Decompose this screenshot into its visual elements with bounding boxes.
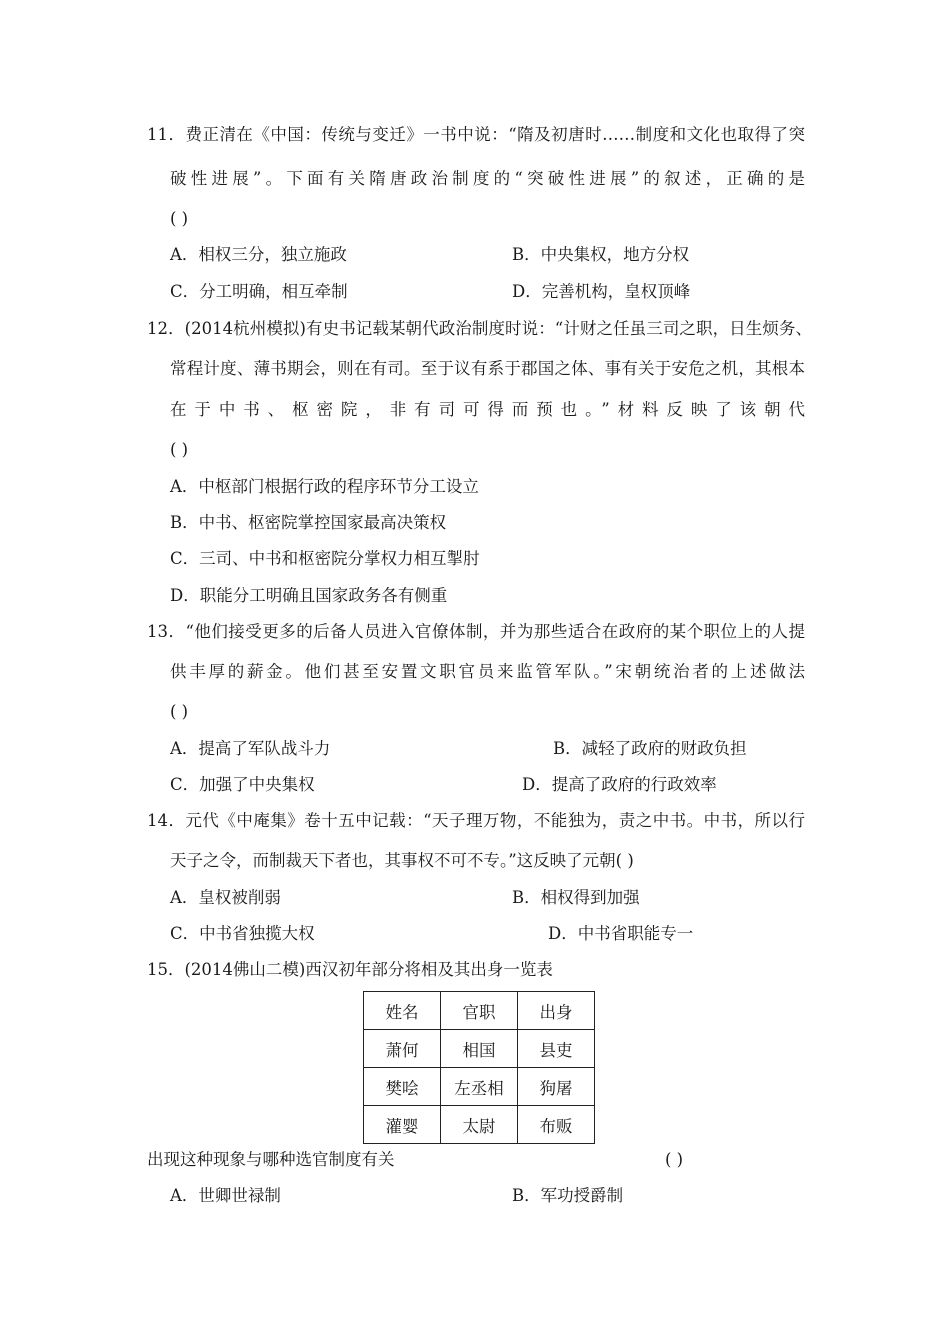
- q15-option-b: B．军功授爵制: [512, 1186, 624, 1205]
- q13-option-a: A．提高了军队战斗力: [170, 739, 331, 758]
- q11-option-c: C．分工明确，相互牵制: [170, 282, 348, 301]
- table-cell: 县吏: [518, 1030, 595, 1068]
- table-row: [364, 1106, 595, 1144]
- table-cell: 樊哙: [364, 1068, 441, 1106]
- q13-option-c: C．加强了中央集权: [170, 775, 315, 794]
- table-cell: 左丞相: [441, 1068, 518, 1106]
- q12-stem-line1: 12．(2014杭州模拟)有史书记载某朝代政治制度时说：“计财之任虽三司之职，日生烦务、: [147, 319, 812, 338]
- q11-option-d: D．完善机构，皇权顶峰: [512, 282, 691, 301]
- table-cell: 狗屠: [518, 1068, 595, 1106]
- q14-option-b: B．相权得到加强: [512, 888, 640, 907]
- q12-option-d: D．职能分工明确且国家政务各有侧重: [170, 586, 448, 605]
- q11-stem-line1: 11．费正清在《中国：传统与变迁》一书中说：“隋及初唐时……制度和文化也取得了突: [147, 125, 805, 144]
- q15-option-a: A．世卿世禄制: [170, 1186, 281, 1205]
- table-row: [364, 1030, 595, 1068]
- table-header-cell: 官职: [441, 992, 518, 1030]
- q12-stem-line2: 常程计度、薄书期会，则在有司。至于议有系于郡国之体、事有关于安危之机，其根本: [170, 359, 805, 378]
- table-cell: 太尉: [441, 1106, 518, 1144]
- q11-answer-bracket: ( ): [170, 209, 189, 228]
- q12-option-b: B．中书、枢密院掌控国家最高决策权: [170, 513, 447, 532]
- q13-option-b: B．减轻了政府的财政负担: [553, 739, 747, 758]
- q15-stem: 15．(2014佛山二模)西汉初年部分将相及其出身一览表: [147, 960, 553, 979]
- q12-answer-bracket: ( ): [170, 440, 189, 459]
- q15-follow-up: 出现这种现象与哪种选官制度有关: [147, 1150, 395, 1169]
- q14-option-c: C．中书省独揽大权: [170, 924, 315, 943]
- officials-table: [363, 991, 595, 1144]
- table-header-row: [364, 992, 595, 1030]
- q12-option-c: C．三司、中书和枢密院分掌权力相互掣肘: [170, 549, 480, 568]
- q14-stem-line2: 天子之令，而制裁天下者也，其事权不可不专。”这反映了元朝( ): [170, 851, 634, 870]
- q12-stem-line3: 在于中书、枢密院，非有司可得而预也。”材料反映了该朝代: [170, 400, 805, 419]
- q11-option-a: A．相权三分，独立施政: [170, 245, 347, 264]
- q14-option-a: A．皇权被削弱: [170, 888, 281, 907]
- table-header-cell: 出身: [518, 992, 595, 1030]
- q13-stem-line2: 供丰厚的薪金。他们甚至安置文职官员来监管军队。”宋朝统治者的上述做法: [170, 662, 805, 681]
- q11-stem-line2: 破性进展”。下面有关隋唐政治制度的“突破性进展”的叙述，正确的是: [170, 169, 805, 188]
- table-row: [364, 1068, 595, 1106]
- table-cell: 相国: [441, 1030, 518, 1068]
- table-cell: 萧何: [364, 1030, 441, 1068]
- q15-answer-bracket: ( ): [665, 1150, 684, 1169]
- table-cell: 灌婴: [364, 1106, 441, 1144]
- q14-stem-line1: 14．元代《中庵集》卷十五中记载：“天子理万物，不能独为，责之中书。中书，所以行: [147, 811, 805, 830]
- q14-option-d: D．中书省职能专一: [548, 924, 694, 943]
- q11-option-b: B．中央集权，地方分权: [512, 245, 690, 264]
- table-cell: 布贩: [518, 1106, 595, 1144]
- table-header-cell: 姓名: [364, 992, 441, 1030]
- q12-option-a: A．中枢部门根据行政的程序环节分工设立: [170, 477, 479, 496]
- q13-stem-line1: 13．“他们接受更多的后备人员进入官僚体制，并为那些适合在政府的某个职位上的人提: [147, 622, 805, 641]
- q13-option-d: D．提高了政府的行政效率: [522, 775, 717, 794]
- q13-answer-bracket: ( ): [170, 702, 189, 721]
